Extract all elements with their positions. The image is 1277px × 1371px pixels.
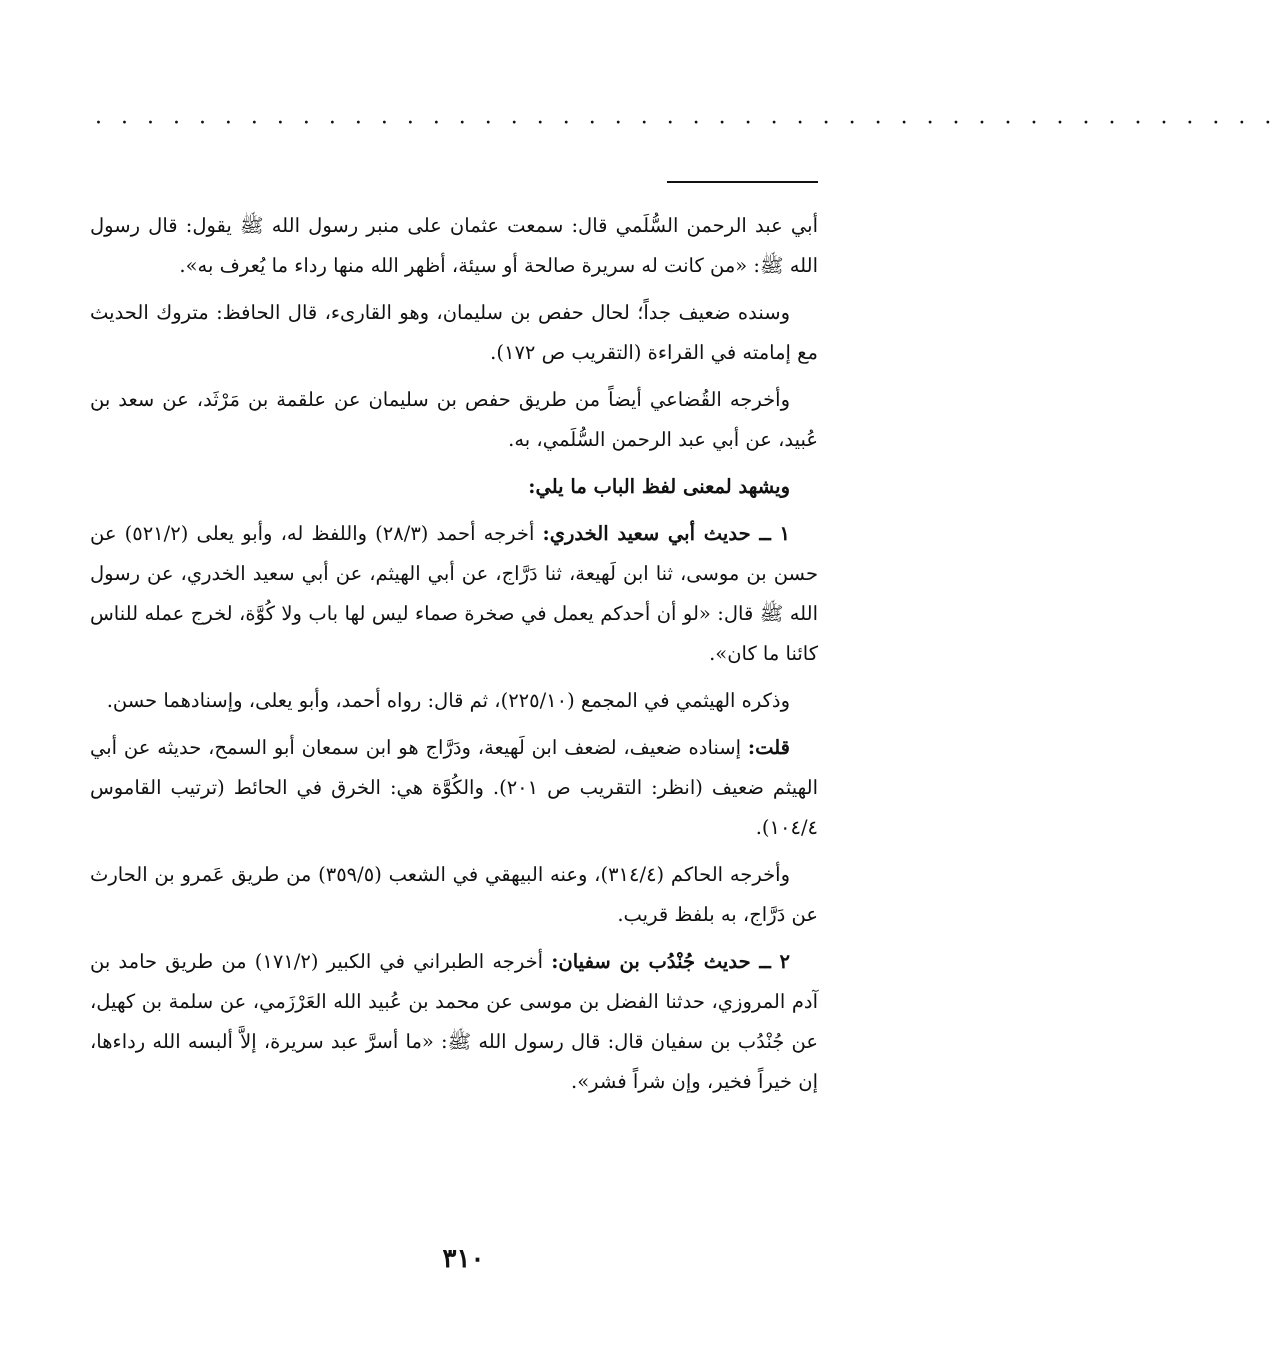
hadith-2-text: أخرجه الطبراني في الكبير (١٧١/٢) من طريق حامد بن آدم المروزي، حدثنا الفضل بن موسى عن محمد بن عُبيد الله العَرْزَمي، عن سلمة بن كهيل، عن جُنْدُب بن سفيان قال: قال رسول الله ﷺ: «ما أسرَّ عبد سريرة، إلاَّ ألبسه الله رداءها، إن خيراً فخير، وإن شراً فشر». <box>90 950 818 1093</box>
paragraph-sanad-note: وسنده ضعيف جداً؛ لحال حفص بن سليمان، وهو القارىء، قال الحافظ: متروك الحديث مع إمامته في القراءة (التقريب ص ١٧٢). <box>90 301 818 364</box>
page-number: ٣١٠ <box>442 1244 485 1274</box>
section-heading: ويشهد لمعنى لفظ الباب ما يلي: <box>528 475 790 498</box>
qult-label: قلت: <box>747 736 790 759</box>
paragraph-haythami: وذكره الهيثمي في المجمع (٢٢٥/١٠)، ثم قال: رواه أحمد، وأبو يعلى، وإسنادهما حسن. <box>106 689 790 712</box>
hadith-1-title: ١ ــ حديث أبي سعيد الخدري: <box>542 522 790 545</box>
paragraph-qudai: وأخرجه القُضاعي أيضاً من طريق حفص بن سليمان عن علقمة بن مَرْثَد، عن سعد بن عُبيد، عن أبي عبد الرحمن السُّلَمي، به. <box>90 388 818 451</box>
qult-text: إسناده ضعيف، لضعف ابن لَهيعة، ودَرَّاج هو ابن سمعان أبو السمح، حديثه عن أبي الهيثم ضعيف (انظر: التقريب ص ٢٠١). والكُوَّة هي: الخرق في الحائط (ترتيب القاموس ١٠٤/٤). <box>90 736 818 839</box>
hadith-2-title: ٢ ــ حديث جُنْدُب بن سفيان: <box>551 950 790 973</box>
footnote-separator-line <box>667 181 818 183</box>
paragraph-hadith-1 <box>90 514 818 674</box>
hadith-1-text: أخرجه أحمد (٢٨/٣) واللفظ له، وأبو يعلى (٥٢١/٢) عن حسن بن موسى، ثنا ابن لَهيعة، ثنا دَرَّاج، عن أبي الهيثم، عن أبي سعيد الخدري، عن رسول الله ﷺ قال: «لو أن أحدكم يعمل في صخرة صماء ليس لها باب ولا كُوَّة، لخرج عمله للناس كائنا ما كان». <box>90 522 818 665</box>
paragraph-hakim: وأخرجه الحاكم (٣١٤/٤)، وعنه البيهقي في الشعب (٣٥٩/٥) من طريق عَمرو بن الحارث عن دَرَّاج، به بلفظ قريب. <box>90 863 818 926</box>
paragraph-qult <box>90 728 818 848</box>
paragraph-continuation: أبي عبد الرحمن السُّلَمي قال: سمعت عثمان على منبر رسول الله ﷺ يقول: قال رسول الله ﷺ: «من كانت له سريرة صالحة أو سيئة، أظهر الله منها رداء ما يُعرف به». <box>90 214 818 277</box>
page-body <box>90 206 818 1109</box>
header-dotted-rule: · · · · · · · · · · · · · · · · · · · · · · · · · · · · · · · · · · · · · · · · · · · · · · <box>95 111 1277 136</box>
paragraph-hadith-2 <box>90 942 818 1102</box>
